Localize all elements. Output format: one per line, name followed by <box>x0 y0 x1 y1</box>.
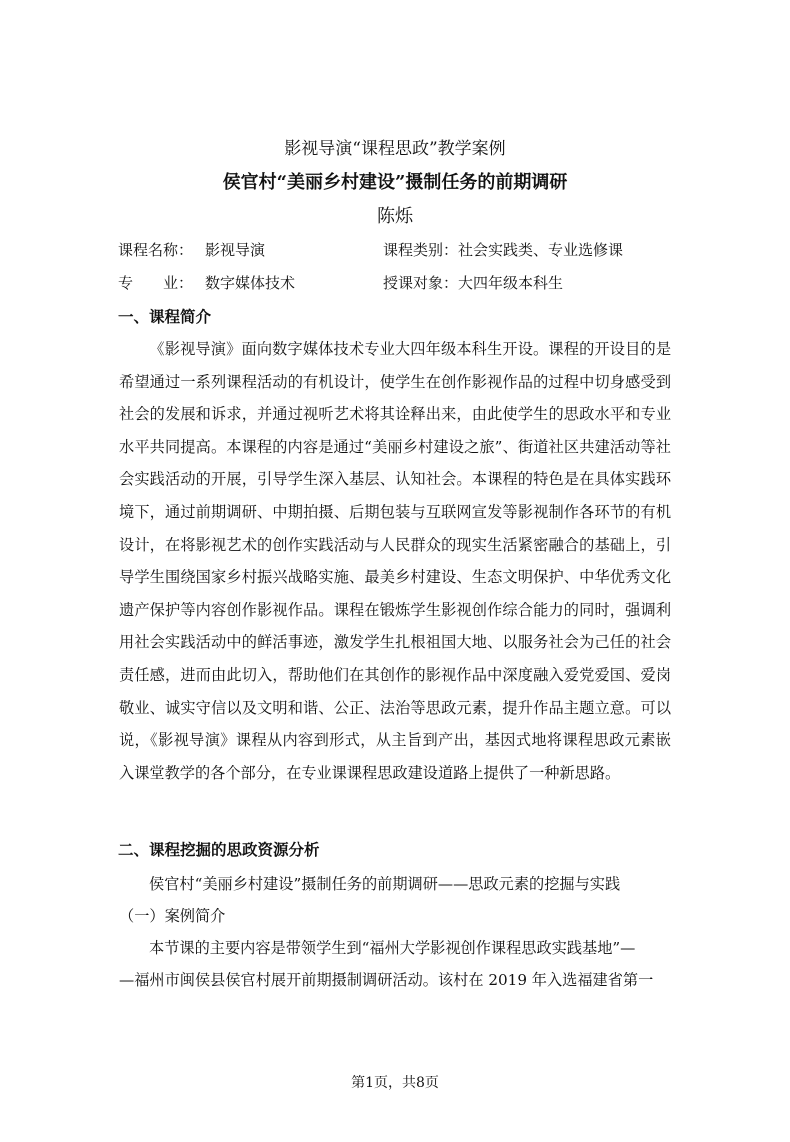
major-row <box>118 272 295 293</box>
audience-label: 授课对象： <box>383 274 459 292</box>
course-name-row <box>118 239 265 260</box>
course-name-value: 影视导演 <box>205 241 266 259</box>
course-type-row <box>383 239 623 260</box>
case-title: 侯官村“美丽乡村建设”摄制任务的前期调研——思政元素的挖掘与实践 <box>149 875 621 893</box>
course-type-value: 社会实践类、专业选修课 <box>458 241 624 259</box>
section1-heading: 一、课程简介 <box>118 307 212 326</box>
major-label: 专 业： <box>118 274 194 292</box>
section1-body: 《影视导演》面向数字媒体技术专业大四年级本科生开设。课程的开设目的是希望通过一系列课程活动的有机设计，使学生在创作影视作品的过程中切身感受到社会的发展和诉求，并通过视听艺术将其诠释出来，由此使学生的思政水平和专业水平共同提高。本课程的内容是通过“美丽乡村建设之旅”、街道社区共建活动等社会实践活动的开展，引导学生深入基层、认知社会。本课程的特色是在具体实践环境下，通过前期调研、中期拍摄、后期包装与互联网宣发等影视制作各环节的有机设计，在将影视艺术的创作实践活动与人民群众的现实生活紧密融合的基础上，引导学生围绕国家乡村振兴战略实施、最美乡村建设、生态文明保护、中华优秀文化遗产保护等内容创作影视作品。课程在锻炼学生影视创作综合能力的同时，强调利用社会实践活动中的鲜活事迹，激发学生扎根祖国大地、以服务社会为己任的社会责任感，进而由此切入，帮助他们在其创作的影视作品中深度融入爱党爱国、爱岗敬业、诚实守信以及文明和谐、公正、法治等思政元素，提升作品主题立意。可以说，《影视导演》课程从内容到形式，从主旨到产出，基因式地将课程思政元素嵌入课堂教学的各个部分，在专业课课程思政建设道路上提供了一种新思路。 <box>119 340 671 782</box>
audience-value: 大四年级本科生 <box>458 274 564 292</box>
section2-heading: 二、课程挖掘的思政资源分析 <box>118 840 320 859</box>
major-value: 数字媒体技术 <box>205 274 296 292</box>
case-body-line-1: 本节课的主要内容是带领学生到“福州大学影视创作课程思政实践基地”— <box>149 939 636 957</box>
document-author: 陈烁 <box>377 206 413 227</box>
case-subheading: （一）案例简介 <box>119 907 226 925</box>
document-title: 侯官村“美丽乡村建设”摄制任务的前期调研 <box>222 172 568 193</box>
audience-row <box>383 272 563 293</box>
course-name-label: 课程名称： <box>118 241 194 259</box>
document-subtitle: 影视导演“课程思政”教学案例 <box>284 139 506 159</box>
page-footer: 第1页，共8页 <box>351 1075 439 1091</box>
course-type-label: 课程类别： <box>383 241 459 259</box>
case-body-line-2: —福州市闽侯县侯官村展开前期摄制调研活动。该村在 2019 年入选福建省第一 <box>119 971 654 989</box>
